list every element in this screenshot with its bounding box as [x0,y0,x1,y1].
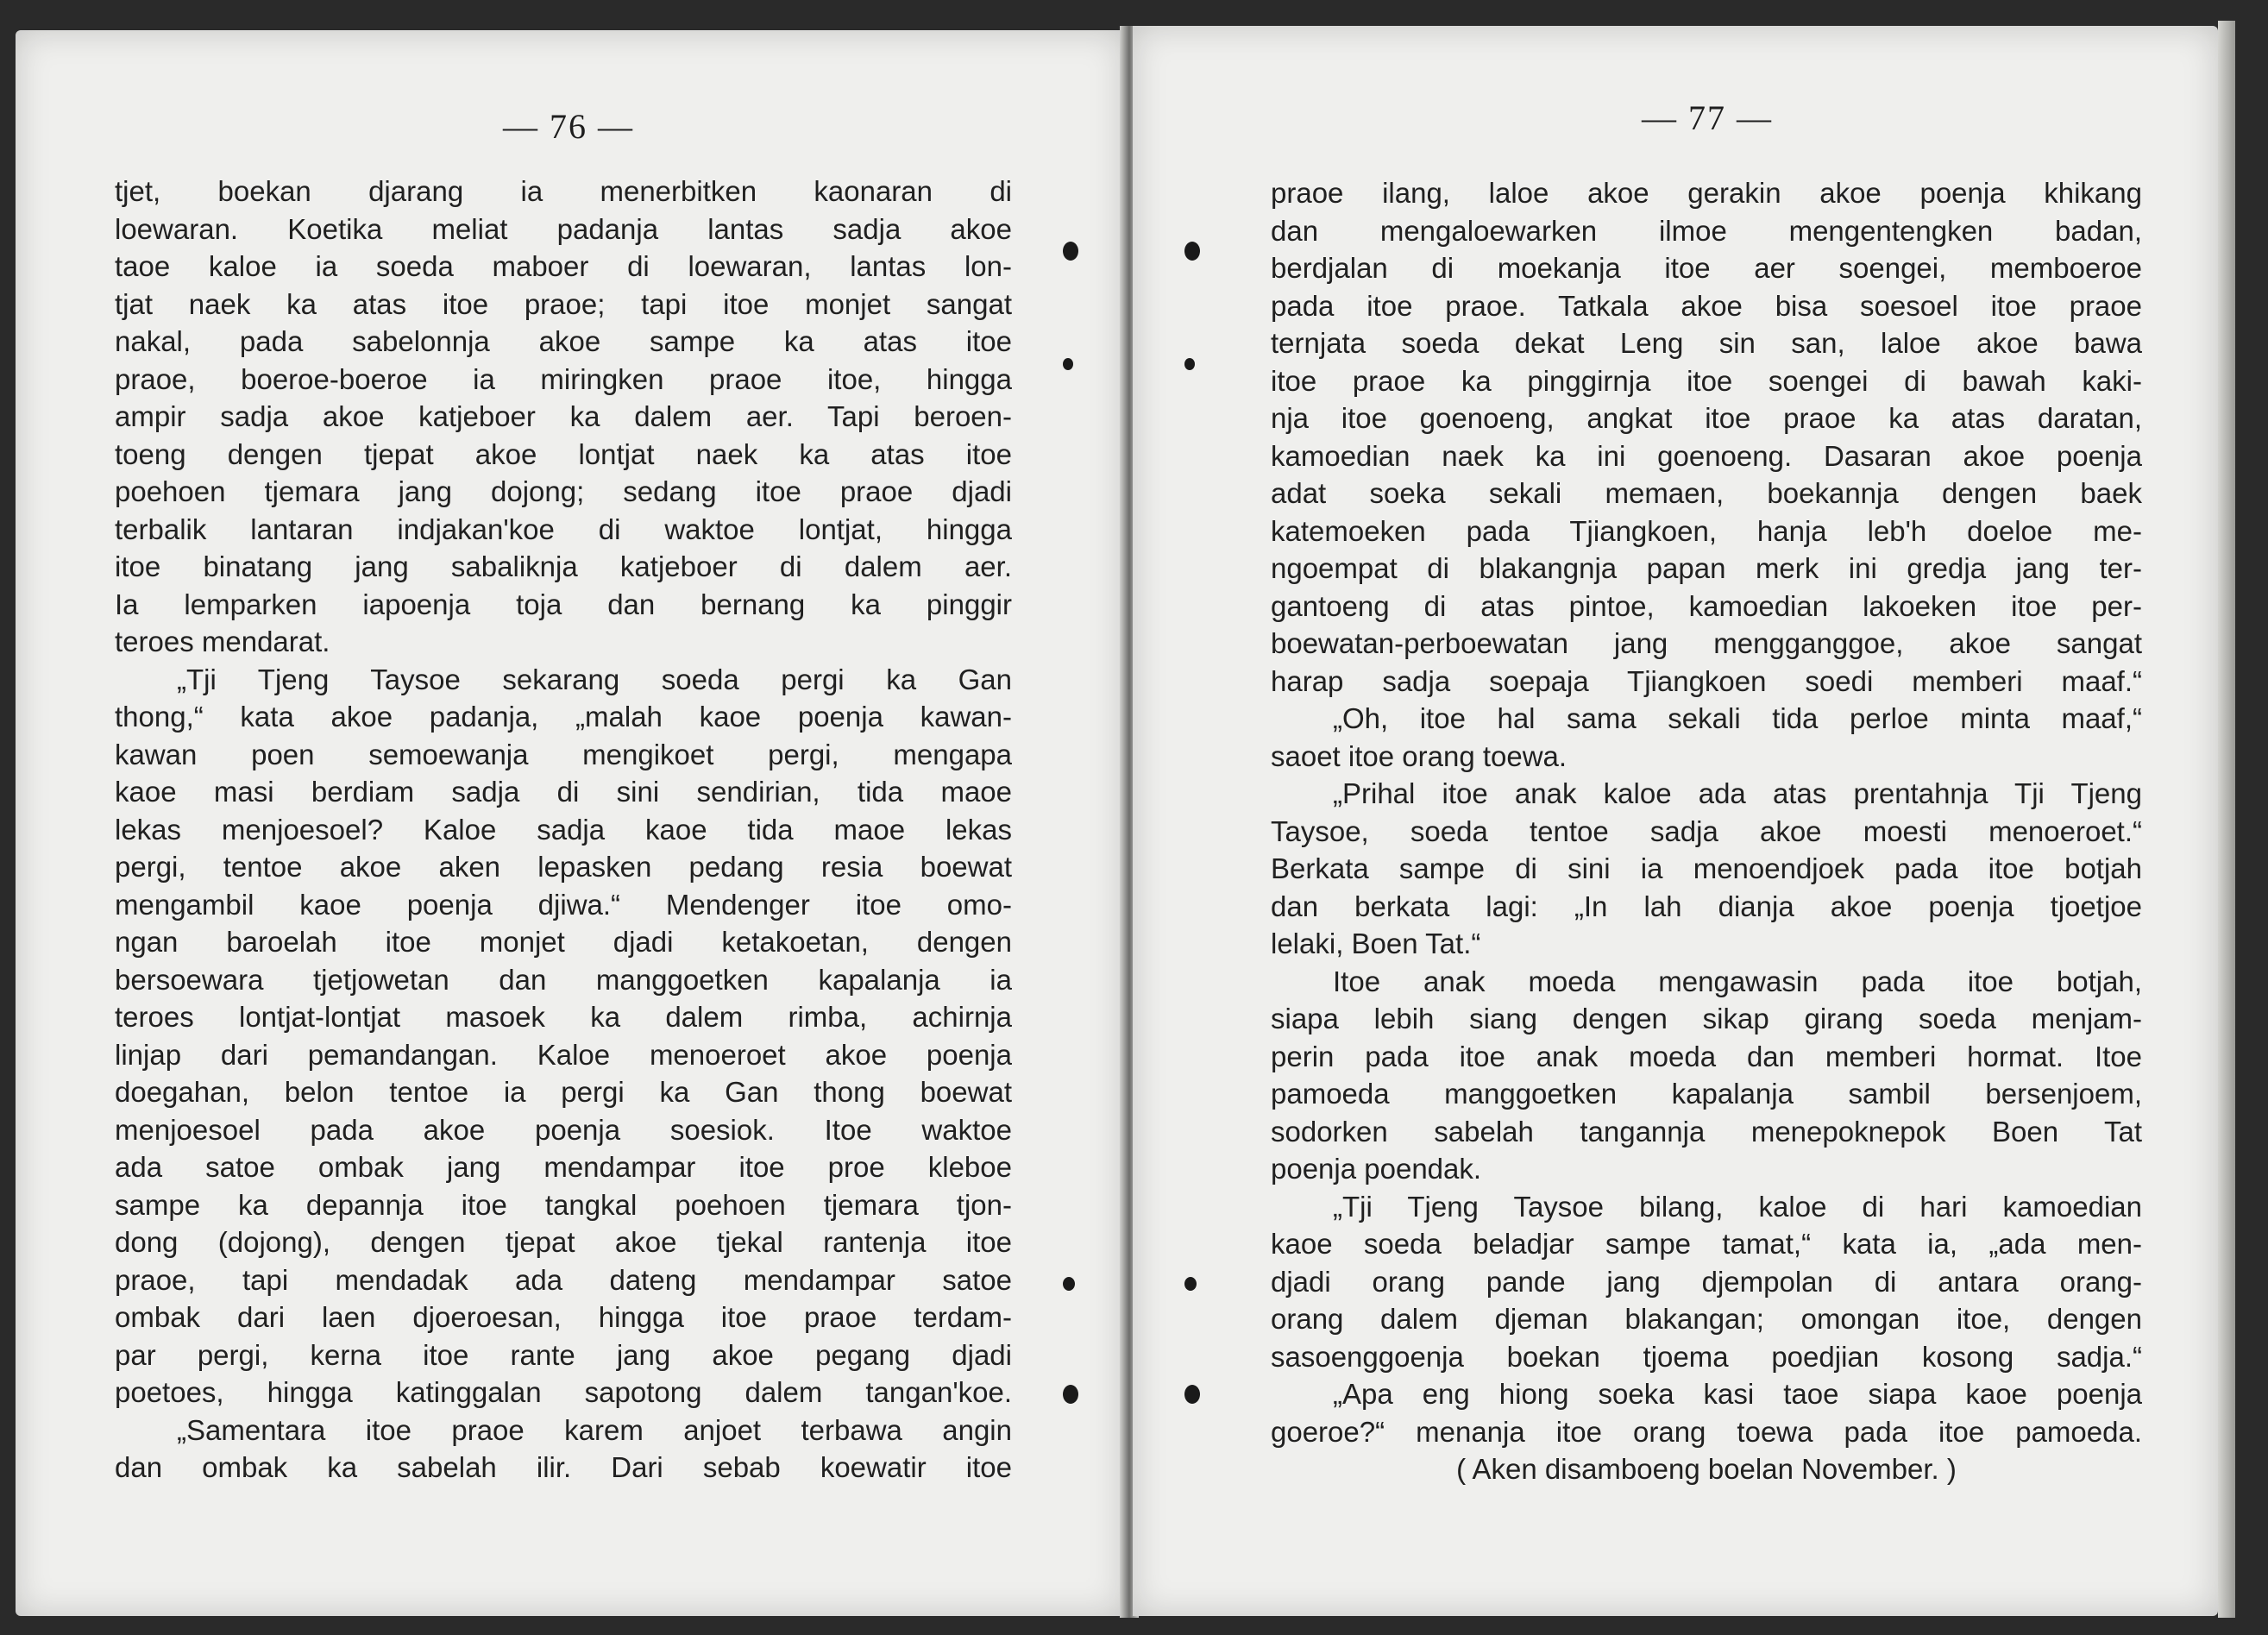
text-line: poehoen tjemara jang dojong; sedang itoe praoe djadi [115,475,1012,507]
binding-hole [1184,1385,1200,1404]
text-line: gantoeng di atas pintoe, kamoedian lakoeken itoe per- [1271,589,2142,622]
text-line: poenja poendak. [1271,1153,1482,1185]
text-line: pergi, tentoe akoe aken lepasken pedang resia boewat [115,851,1012,883]
text-line: ampir sadja akoe katjeboer ka dalem aer. Tapi beroen- [115,400,1012,432]
text-line: orang dalem djeman blakangan; omongan itoe, dengen [1271,1303,2142,1335]
text-line: ngan baroelah itoe monjet djadi ketakoetan, dengen [115,926,1012,958]
text-line: dan mengaloewarken ilmoe mengentengken badan, [1271,214,2142,247]
text-line: lelaki, Boen Tat.“ [1271,928,1481,959]
text-line: praoe, tapi mendadak ada dateng mendampar satoe [115,1263,1012,1296]
text-line: ngoempat di blakangnja papan merk ini gredja jang ter- [1271,552,2142,584]
text-line: tjat naek ka atas itoe praoe; tapi itoe monjet sangat [115,287,1012,320]
text-line: sampe ka depannja itoe tangkal poehoen tjemara tjon- [115,1188,1012,1221]
text-line: boewatan-perboewatan jang mengganggoe, akoe sangat [1271,627,2142,659]
text-line: perin pada itoe anak moeda dan memberi hormat. Itoe [1271,1040,2142,1072]
text-line: menjoesoel pada akoe poenja soesiok. Itoe waktoe [115,1113,1012,1146]
right-page [1133,26,2218,1616]
binding-hole [1063,358,1073,370]
text-line: ternjata soeda dekat Leng sin san, laloe akoe bawa [1271,327,2142,359]
text-line: dan berkata lagi: „In lah dianja akoe poenja tjoetjoe [1271,890,2142,922]
text-line: loewaran. Koetika meliat padanja lantas sadja akoe [115,212,1012,245]
text-line: Ia lemparken iapoenja toja dan bernang ka pinggir [115,588,1012,620]
text-line: kaoe soeda beladjar sampe tamat,“ kata ia, „ada men- [1271,1228,2142,1260]
text-line: katemoeken pada Tjiangkoen, hanja leb'h doeloe me- [1271,514,2142,547]
text-line: tjet, boekan djarang ia menerbitken kaonaran di [115,175,1012,207]
text-line: praoe, boeroe-boeroe ia miringken praoe itoe, hingga [115,362,1012,395]
text-line: thong,“ kata akoe padanja, „malah kaoe poenja kawan- [115,701,1012,733]
text-line: toeng dengen tjepat akoe lontjat naek ka atas itoe [115,437,1012,470]
text-line: teroes mendarat. [115,626,330,657]
text-line: „Apa eng hiong soeka kasi taoe siapa kaoe poenja [1333,1378,2142,1410]
text-line: kamoedian naek ka ini goenoeng. Dasaran akoe poenja [1271,439,2142,472]
page-edge [2218,21,2235,1618]
text-line: kaoe masi berdiam sadja di sini sendirian, tida maoe [115,776,1012,808]
page-number: — 76 — [503,107,634,146]
text-line: „Samentara itoe praoe karem anjoet terbawa angin [177,1413,1012,1446]
text-line: teroes lontjat-lontjat masoek ka dalem rimba, achirnja [115,1001,1012,1033]
text-line: „Oh, itoe hal sama sekali tida perloe minta maaf,“ [1333,702,2142,734]
text-line: itoe praoe ka pinggirnja itoe soengei di bawah kaki- [1271,364,2142,397]
text-line: „Tji Tjeng Taysoe bilang, kaloe di hari kamoedian [1333,1190,2142,1223]
text-line: goeroe?“ menanja itoe orang toewa pada itoe pamoeda. [1271,1415,2142,1448]
text-line: „Prihal itoe anak kaloe ada atas prentahnja Tji Tjeng [1333,777,2142,809]
text-line: siapa lebih siang dengen sikap girang soeda menjam- [1271,1003,2142,1034]
text-line: harap sadja soepaja Tjiangkoen soedi memberi maaf.“ [1271,664,2142,697]
binding-hole [1184,1277,1197,1291]
text-line: Berkata sampe di sini ia menoendjoek pada itoe botjah [1271,852,2142,884]
text-line: saoet itoe orang toewa. [1271,739,1567,772]
text-line: bersoewara tjetjowetan dan manggoetken kapalanja ia [115,963,1012,996]
text-line: par pergi, kerna itoe rante jang akoe pegang djadi [115,1338,1012,1371]
text-line: poetoes, hingga katinggalan sapotong dalem tangan'koe. [115,1376,1012,1408]
text-line: ( Aken disamboeng boelan November. ) [1456,1453,1957,1485]
text-line: ombak dari laen djoeroesan, hingga itoe praoe terdam- [115,1301,1012,1333]
text-line: sasoenggoenja boekan tjoema poedjian kosong sadja.“ [1271,1340,2142,1373]
binding-hole [1184,358,1195,370]
text-line: pamoeda manggoetken kapalanja sambil bersenjoem, [1271,1078,2142,1110]
text-line: itoe binatang jang sabaliknja katjeboer di dalem aer. [115,550,1012,582]
text-line: linjap dari pemandangan. Kaloe menoeroet akoe poenja [115,1038,1012,1071]
left-page [16,30,1124,1616]
text-line: taoe kaloe ia soeda maboer di loewaran, lantas lon- [115,250,1012,282]
binding-hole [1184,242,1200,261]
text-line: adat soeka sekali memaen, boekannja dengen baek [1271,477,2142,509]
text-line: dan ombak ka sabelah ilir. Dari sebab koewatir itoe [115,1451,1012,1483]
text-line: mengambil kaoe poenja djiwa.“ Mendenger itoe omo- [115,888,1012,921]
text-line: ada satoe ombak jang mendampar itoe proe kleboe [115,1151,1012,1183]
text-line: praoe ilang, laloe akoe gerakin akoe poenja khikang [1271,177,2142,209]
text-line: kawan poen semoewanja mengikoet pergi, mengapa [115,738,1012,770]
text-line: berdjalan di moekanja itoe aer soengei, memboeroe [1271,252,2142,284]
binding-hole [1063,1277,1075,1291]
text-line: nakal, pada sabelonnja akoe sampe ka atas itoe [115,325,1012,357]
text-line: Taysoe, soeda tentoe sadja akoe moesti menoeroet.“ [1271,814,2142,847]
text-line: sodorken sabelah tangannja menepoknepok Boen Tat [1271,1115,2142,1148]
text-line: terbalik lantaran indjakan'koe di waktoe lontjat, hingga [115,513,1012,545]
page-body-text [115,173,1012,1487]
text-line: dong (dojong), dengen tjepat akoe tjekal rantenja itoe [115,1226,1012,1258]
text-line: lekas menjoesoel? Kaloe sadja kaoe tida maoe lekas [115,813,1012,846]
text-line: Itoe anak moeda mengawasin pada itoe botjah, [1333,965,2142,997]
text-line: djadi orang pande jang djempolan di antara orang- [1271,1265,2142,1298]
binding-hole [1063,242,1078,261]
text-line: nja itoe goenoeng, angkat itoe praoe ka atas daratan, [1271,402,2142,434]
text-line: pada itoe praoe. Tatkala akoe bisa soesoel itoe praoe [1271,289,2142,322]
page-body-text [1271,174,2142,1488]
text-line: doegahan, belon tentoe ia pergi ka Gan thong boewat [115,1076,1012,1108]
page-number: — 77 — [1642,98,1773,137]
binding-hole [1063,1385,1078,1404]
text-line: „Tji Tjeng Taysoe sekarang soeda pergi ka Gan [177,663,1012,695]
